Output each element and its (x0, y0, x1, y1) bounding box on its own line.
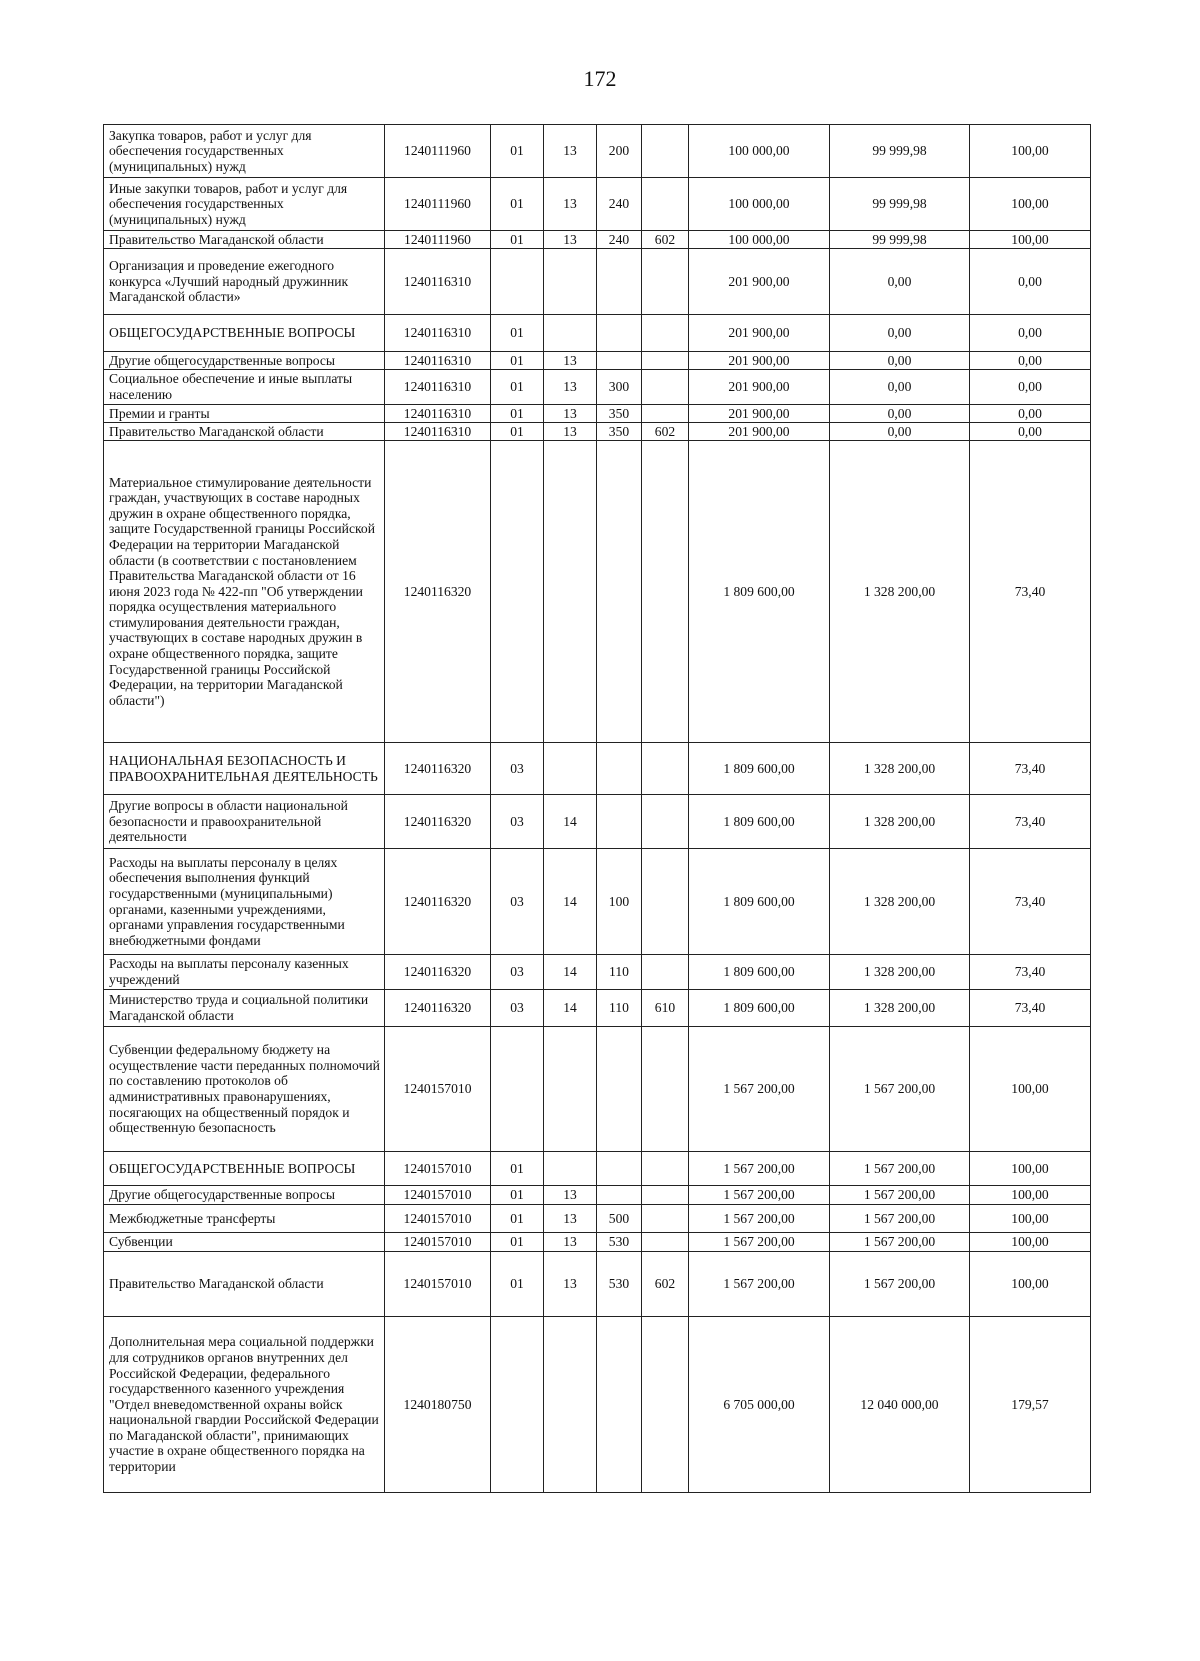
subsection-code-cell: 13 (544, 423, 597, 441)
executed-amount-cell: 12 040 000,00 (830, 1317, 970, 1493)
table-row (104, 1317, 1091, 1493)
section-code-cell: 01 (491, 1186, 544, 1205)
target-article-code-cell: 1240116320 (385, 795, 491, 849)
execution-percent-cell: 179,57 (970, 1317, 1091, 1493)
section-code-cell: 03 (491, 743, 544, 795)
table-row (104, 125, 1091, 178)
section-code-cell: 01 (491, 405, 544, 423)
executed-amount-cell: 1 328 200,00 (830, 990, 970, 1027)
subsection-code-cell: 13 (544, 231, 597, 249)
subsection-code-cell: 14 (544, 795, 597, 849)
executed-amount-cell: 0,00 (830, 423, 970, 441)
executed-amount-cell: 99 999,98 (830, 125, 970, 178)
section-code-cell: 01 (491, 315, 544, 352)
subsection-code-cell: 14 (544, 990, 597, 1027)
expense-type-code-cell: 350 (597, 423, 642, 441)
target-article-code-cell: 1240116320 (385, 743, 491, 795)
execution-percent-cell: 73,40 (970, 849, 1091, 955)
expense-type-code-cell (597, 249, 642, 315)
target-article-code-cell: 1240116310 (385, 405, 491, 423)
expense-type-code-cell (597, 1317, 642, 1493)
administrator-code-cell (642, 1027, 689, 1152)
section-code-cell (491, 1027, 544, 1152)
target-article-code-cell: 1240111960 (385, 125, 491, 178)
target-article-code-cell: 1240180750 (385, 1317, 491, 1493)
target-article-code-cell: 1240116310 (385, 352, 491, 370)
section-code-cell: 01 (491, 1252, 544, 1317)
target-article-code-cell: 1240157010 (385, 1252, 491, 1317)
expense-type-code-cell: 500 (597, 1205, 642, 1233)
planned-amount-cell: 1 809 600,00 (689, 849, 830, 955)
target-article-code-cell: 1240111960 (385, 178, 491, 231)
expense-type-code-cell (597, 441, 642, 743)
planned-amount-cell: 1 567 200,00 (689, 1205, 830, 1233)
expense-type-code-cell (597, 1186, 642, 1205)
execution-percent-cell: 100,00 (970, 1252, 1091, 1317)
expense-type-code-cell (597, 315, 642, 352)
planned-amount-cell: 201 900,00 (689, 352, 830, 370)
table-row (104, 249, 1091, 315)
execution-percent-cell: 0,00 (970, 405, 1091, 423)
expense-type-code-cell: 100 (597, 849, 642, 955)
target-article-code-cell: 1240116310 (385, 249, 491, 315)
planned-amount-cell: 1 809 600,00 (689, 743, 830, 795)
subsection-code-cell (544, 1027, 597, 1152)
administrator-code-cell (642, 1233, 689, 1252)
expense-type-code-cell: 240 (597, 178, 642, 231)
target-article-code-cell: 1240157010 (385, 1186, 491, 1205)
planned-amount-cell: 1 809 600,00 (689, 441, 830, 743)
table-row (104, 441, 1091, 743)
executed-amount-cell: 0,00 (830, 370, 970, 405)
subsection-code-cell: 13 (544, 1186, 597, 1205)
executed-amount-cell: 1 328 200,00 (830, 955, 970, 990)
table-row (104, 795, 1091, 849)
row-name-cell: Организация и проведение ежегодного конкурса «Лучший народный дружинник Магаданской области» (104, 249, 385, 315)
administrator-code-cell: 602 (642, 231, 689, 249)
target-article-code-cell: 1240157010 (385, 1205, 491, 1233)
target-article-code-cell: 1240157010 (385, 1027, 491, 1152)
executed-amount-cell: 1 567 200,00 (830, 1233, 970, 1252)
expense-type-code-cell: 110 (597, 990, 642, 1027)
section-code-cell: 01 (491, 1152, 544, 1186)
executed-amount-cell: 0,00 (830, 315, 970, 352)
subsection-code-cell: 13 (544, 178, 597, 231)
subsection-code-cell (544, 1317, 597, 1493)
target-article-code-cell: 1240116310 (385, 370, 491, 405)
subsection-code-cell: 14 (544, 849, 597, 955)
administrator-code-cell (642, 249, 689, 315)
execution-percent-cell: 100,00 (970, 231, 1091, 249)
row-name-cell: Правительство Магаданской области (104, 423, 385, 441)
target-article-code-cell: 1240111960 (385, 231, 491, 249)
administrator-code-cell (642, 405, 689, 423)
section-code-cell: 03 (491, 849, 544, 955)
planned-amount-cell: 1 809 600,00 (689, 795, 830, 849)
table-row (104, 1152, 1091, 1186)
target-article-code-cell: 1240116310 (385, 423, 491, 441)
execution-percent-cell: 0,00 (970, 370, 1091, 405)
subsection-code-cell: 13 (544, 352, 597, 370)
planned-amount-cell: 1 809 600,00 (689, 990, 830, 1027)
table-row (104, 231, 1091, 249)
table-row (104, 315, 1091, 352)
row-name-cell: Правительство Магаданской области (104, 1252, 385, 1317)
executed-amount-cell: 1 567 200,00 (830, 1186, 970, 1205)
target-article-code-cell: 1240116320 (385, 990, 491, 1027)
expense-type-code-cell: 300 (597, 370, 642, 405)
section-code-cell: 01 (491, 423, 544, 441)
expense-type-code-cell (597, 743, 642, 795)
executed-amount-cell: 99 999,98 (830, 231, 970, 249)
target-article-code-cell: 1240157010 (385, 1152, 491, 1186)
section-code-cell: 01 (491, 1233, 544, 1252)
expense-type-code-cell: 110 (597, 955, 642, 990)
subsection-code-cell: 13 (544, 405, 597, 423)
subsection-code-cell (544, 1152, 597, 1186)
table-row (104, 955, 1091, 990)
planned-amount-cell: 100 000,00 (689, 178, 830, 231)
row-name-cell: Другие вопросы в области национальной безопасности и правоохранительной деятельности (104, 795, 385, 849)
section-code-cell: 03 (491, 955, 544, 990)
target-article-code-cell: 1240116320 (385, 849, 491, 955)
administrator-code-cell: 602 (642, 423, 689, 441)
row-name-cell: Расходы на выплаты персоналу в целях обеспечения выполнения функций государственными (муниципальными) органами, казенными учреждениями, органами управления государственными внебюджетными фондами (104, 849, 385, 955)
row-name-cell: Правительство Магаданской области (104, 231, 385, 249)
subsection-code-cell: 14 (544, 955, 597, 990)
subsection-code-cell: 13 (544, 125, 597, 178)
executed-amount-cell: 1 328 200,00 (830, 795, 970, 849)
table-row (104, 1252, 1091, 1317)
section-code-cell: 01 (491, 352, 544, 370)
subsection-code-cell (544, 441, 597, 743)
administrator-code-cell (642, 743, 689, 795)
section-code-cell: 01 (491, 370, 544, 405)
execution-percent-cell: 100,00 (970, 1152, 1091, 1186)
executed-amount-cell: 1 328 200,00 (830, 849, 970, 955)
executed-amount-cell: 0,00 (830, 405, 970, 423)
administrator-code-cell (642, 1205, 689, 1233)
target-article-code-cell: 1240157010 (385, 1233, 491, 1252)
expense-type-code-cell: 200 (597, 125, 642, 178)
executed-amount-cell: 1 567 200,00 (830, 1027, 970, 1152)
budget-execution-table (103, 124, 1091, 1493)
execution-percent-cell: 100,00 (970, 1233, 1091, 1252)
section-code-cell: 01 (491, 231, 544, 249)
row-name-cell: Субвенции (104, 1233, 385, 1252)
expense-type-code-cell (597, 352, 642, 370)
planned-amount-cell: 6 705 000,00 (689, 1317, 830, 1493)
administrator-code-cell (642, 125, 689, 178)
row-name-cell: Министерство труда и социальной политики Магаданской области (104, 990, 385, 1027)
planned-amount-cell: 1 567 200,00 (689, 1027, 830, 1152)
planned-amount-cell: 201 900,00 (689, 370, 830, 405)
table-row (104, 1186, 1091, 1205)
row-name-cell: Межбюджетные трансферты (104, 1205, 385, 1233)
execution-percent-cell: 73,40 (970, 795, 1091, 849)
table-row (104, 405, 1091, 423)
execution-percent-cell: 100,00 (970, 1186, 1091, 1205)
subsection-code-cell (544, 743, 597, 795)
subsection-code-cell: 13 (544, 1233, 597, 1252)
section-code-cell: 01 (491, 178, 544, 231)
row-name-cell: Закупка товаров, работ и услуг для обеспечения государственных (муниципальных) нужд (104, 125, 385, 178)
table-row (104, 849, 1091, 955)
planned-amount-cell: 201 900,00 (689, 423, 830, 441)
executed-amount-cell: 1 567 200,00 (830, 1152, 970, 1186)
expense-type-code-cell (597, 795, 642, 849)
execution-percent-cell: 100,00 (970, 1027, 1091, 1152)
subsection-code-cell (544, 249, 597, 315)
row-name-cell: Материальное стимулирование деятельности граждан, участвующих в составе народных дружин в охране общественного порядка, защите Государственной границы Российской Федерации на территории Магаданской области (в соответствии с постановлением Правительства Магаданской области от 16 июня 2023 года № 422-пп "Об утверждении порядка осуществления материального стимулирования деятельности граждан, участвующих в составе народных дружин в охране общественного порядка, защите Государственной границы Российской Федерации, на территории Магаданской области") (104, 441, 385, 743)
execution-percent-cell: 100,00 (970, 125, 1091, 178)
expense-type-code-cell: 530 (597, 1252, 642, 1317)
administrator-code-cell: 602 (642, 1252, 689, 1317)
table-row (104, 1233, 1091, 1252)
table-row (104, 1205, 1091, 1233)
execution-percent-cell: 0,00 (970, 315, 1091, 352)
row-name-cell: Субвенции федеральному бюджету на осуществление части переданных полномочий по составлению протоколов об административных правонарушениях, посягающих на общественный порядок и общественную безопасность (104, 1027, 385, 1152)
execution-percent-cell: 0,00 (970, 352, 1091, 370)
executed-amount-cell: 1 567 200,00 (830, 1252, 970, 1317)
expense-type-code-cell (597, 1152, 642, 1186)
row-name-cell: ОБЩЕГОСУДАРСТВЕННЫЕ ВОПРОСЫ (104, 1152, 385, 1186)
row-name-cell: Дополнительная мера социальной поддержки для сотрудников органов внутренних дел Российской Федерации, федерального государственного казенного учреждения "Отдел вневедомственной охраны войск национальной гвардии Российской Федерации по Магаданской области", принимающих участие в охране общественного порядка на территории (104, 1317, 385, 1493)
subsection-code-cell: 13 (544, 370, 597, 405)
administrator-code-cell (642, 352, 689, 370)
planned-amount-cell: 1 567 200,00 (689, 1233, 830, 1252)
section-code-cell: 03 (491, 990, 544, 1027)
expense-type-code-cell: 350 (597, 405, 642, 423)
section-code-cell (491, 441, 544, 743)
section-code-cell: 01 (491, 1205, 544, 1233)
table-row (104, 990, 1091, 1027)
executed-amount-cell: 1 567 200,00 (830, 1205, 970, 1233)
administrator-code-cell (642, 1152, 689, 1186)
row-name-cell: НАЦИОНАЛЬНАЯ БЕЗОПАСНОСТЬ И ПРАВООХРАНИТЕЛЬНАЯ ДЕЯТЕЛЬНОСТЬ (104, 743, 385, 795)
administrator-code-cell (642, 178, 689, 231)
administrator-code-cell (642, 955, 689, 990)
section-code-cell: 03 (491, 795, 544, 849)
administrator-code-cell (642, 1317, 689, 1493)
table-row (104, 352, 1091, 370)
table-row (104, 178, 1091, 231)
section-code-cell (491, 249, 544, 315)
execution-percent-cell: 73,40 (970, 743, 1091, 795)
row-name-cell: Другие общегосударственные вопросы (104, 1186, 385, 1205)
planned-amount-cell: 201 900,00 (689, 315, 830, 352)
executed-amount-cell: 99 999,98 (830, 178, 970, 231)
planned-amount-cell: 1 567 200,00 (689, 1186, 830, 1205)
execution-percent-cell: 100,00 (970, 178, 1091, 231)
administrator-code-cell (642, 315, 689, 352)
administrator-code-cell (642, 370, 689, 405)
page-number: 172 (583, 66, 617, 91)
execution-percent-cell: 73,40 (970, 990, 1091, 1027)
table-body (104, 125, 1091, 1493)
planned-amount-cell: 201 900,00 (689, 249, 830, 315)
subsection-code-cell: 13 (544, 1205, 597, 1233)
planned-amount-cell: 1 809 600,00 (689, 955, 830, 990)
row-name-cell: Иные закупки товаров, работ и услуг для обеспечения государственных (муниципальных) нужд (104, 178, 385, 231)
subsection-code-cell (544, 315, 597, 352)
row-name-cell: Расходы на выплаты персоналу казенных учреждений (104, 955, 385, 990)
executed-amount-cell: 1 328 200,00 (830, 441, 970, 743)
execution-percent-cell: 100,00 (970, 1205, 1091, 1233)
administrator-code-cell: 610 (642, 990, 689, 1027)
target-article-code-cell: 1240116320 (385, 441, 491, 743)
expense-type-code-cell: 240 (597, 231, 642, 249)
planned-amount-cell: 1 567 200,00 (689, 1152, 830, 1186)
table-row (104, 370, 1091, 405)
execution-percent-cell: 73,40 (970, 955, 1091, 990)
execution-percent-cell: 0,00 (970, 249, 1091, 315)
row-name-cell: Социальное обеспечение и иные выплаты населению (104, 370, 385, 405)
target-article-code-cell: 1240116310 (385, 315, 491, 352)
administrator-code-cell (642, 795, 689, 849)
table-row (104, 1027, 1091, 1152)
planned-amount-cell: 201 900,00 (689, 405, 830, 423)
row-name-cell: Другие общегосударственные вопросы (104, 352, 385, 370)
administrator-code-cell (642, 849, 689, 955)
executed-amount-cell: 0,00 (830, 352, 970, 370)
section-code-cell (491, 1317, 544, 1493)
executed-amount-cell: 1 328 200,00 (830, 743, 970, 795)
administrator-code-cell (642, 441, 689, 743)
planned-amount-cell: 1 567 200,00 (689, 1252, 830, 1317)
row-name-cell: ОБЩЕГОСУДАРСТВЕННЫЕ ВОПРОСЫ (104, 315, 385, 352)
executed-amount-cell: 0,00 (830, 249, 970, 315)
execution-percent-cell: 0,00 (970, 423, 1091, 441)
section-code-cell: 01 (491, 125, 544, 178)
table-row (104, 423, 1091, 441)
administrator-code-cell (642, 1186, 689, 1205)
planned-amount-cell: 100 000,00 (689, 231, 830, 249)
expense-type-code-cell (597, 1027, 642, 1152)
execution-percent-cell: 73,40 (970, 441, 1091, 743)
expense-type-code-cell: 530 (597, 1233, 642, 1252)
subsection-code-cell: 13 (544, 1252, 597, 1317)
target-article-code-cell: 1240116320 (385, 955, 491, 990)
table-row (104, 743, 1091, 795)
planned-amount-cell: 100 000,00 (689, 125, 830, 178)
row-name-cell: Премии и гранты (104, 405, 385, 423)
